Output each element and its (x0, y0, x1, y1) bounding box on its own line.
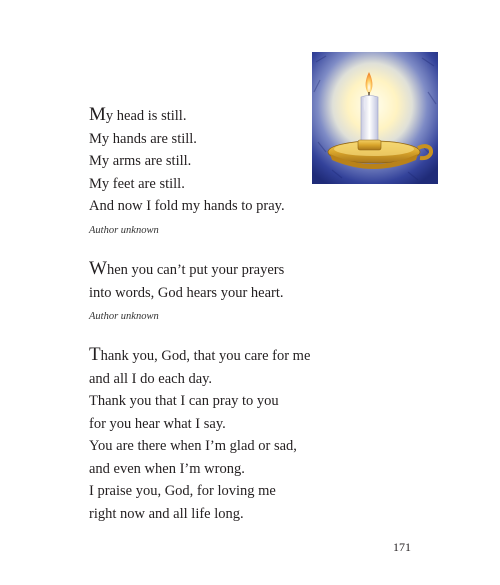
prayer-line: and all I do each day. (89, 370, 213, 387)
prayer-2 (89, 258, 284, 324)
prayer-line: My feet are still. (89, 175, 185, 192)
author-attribution: Author unknown (89, 311, 159, 322)
prayer-line: for you hear what I say. (89, 415, 226, 432)
prayer-line: My head is still. (89, 104, 187, 125)
prayer-line: You are there when I’m glad or sad, (89, 438, 297, 454)
author-attribution: Author unknown (89, 224, 159, 236)
prayer-line: right now and all life long. (89, 505, 244, 522)
prayer-line: I praise you, God, for loving me (89, 483, 276, 499)
prayer-line: into words, God hears your heart. (89, 284, 284, 301)
prayer-line: Thank you that I can pray to you (89, 393, 279, 409)
prayer-line: When you can’t put your prayers (89, 258, 285, 279)
candle-body (361, 96, 378, 147)
prayer-line: Thank you, God, that you care for me (89, 344, 311, 365)
candle-socket (358, 140, 381, 150)
prayer-line: And now I fold my hands to pray. (89, 198, 285, 214)
prayer-line: My arms are still. (89, 153, 192, 169)
candle-illustration (312, 52, 438, 184)
prayer-line: My hands are still. (89, 130, 197, 147)
page-number: 171 (393, 540, 411, 554)
prayer-1 (89, 104, 285, 238)
prayer-3 (89, 344, 310, 525)
prayer-line: and even when I’m wrong. (89, 460, 245, 477)
